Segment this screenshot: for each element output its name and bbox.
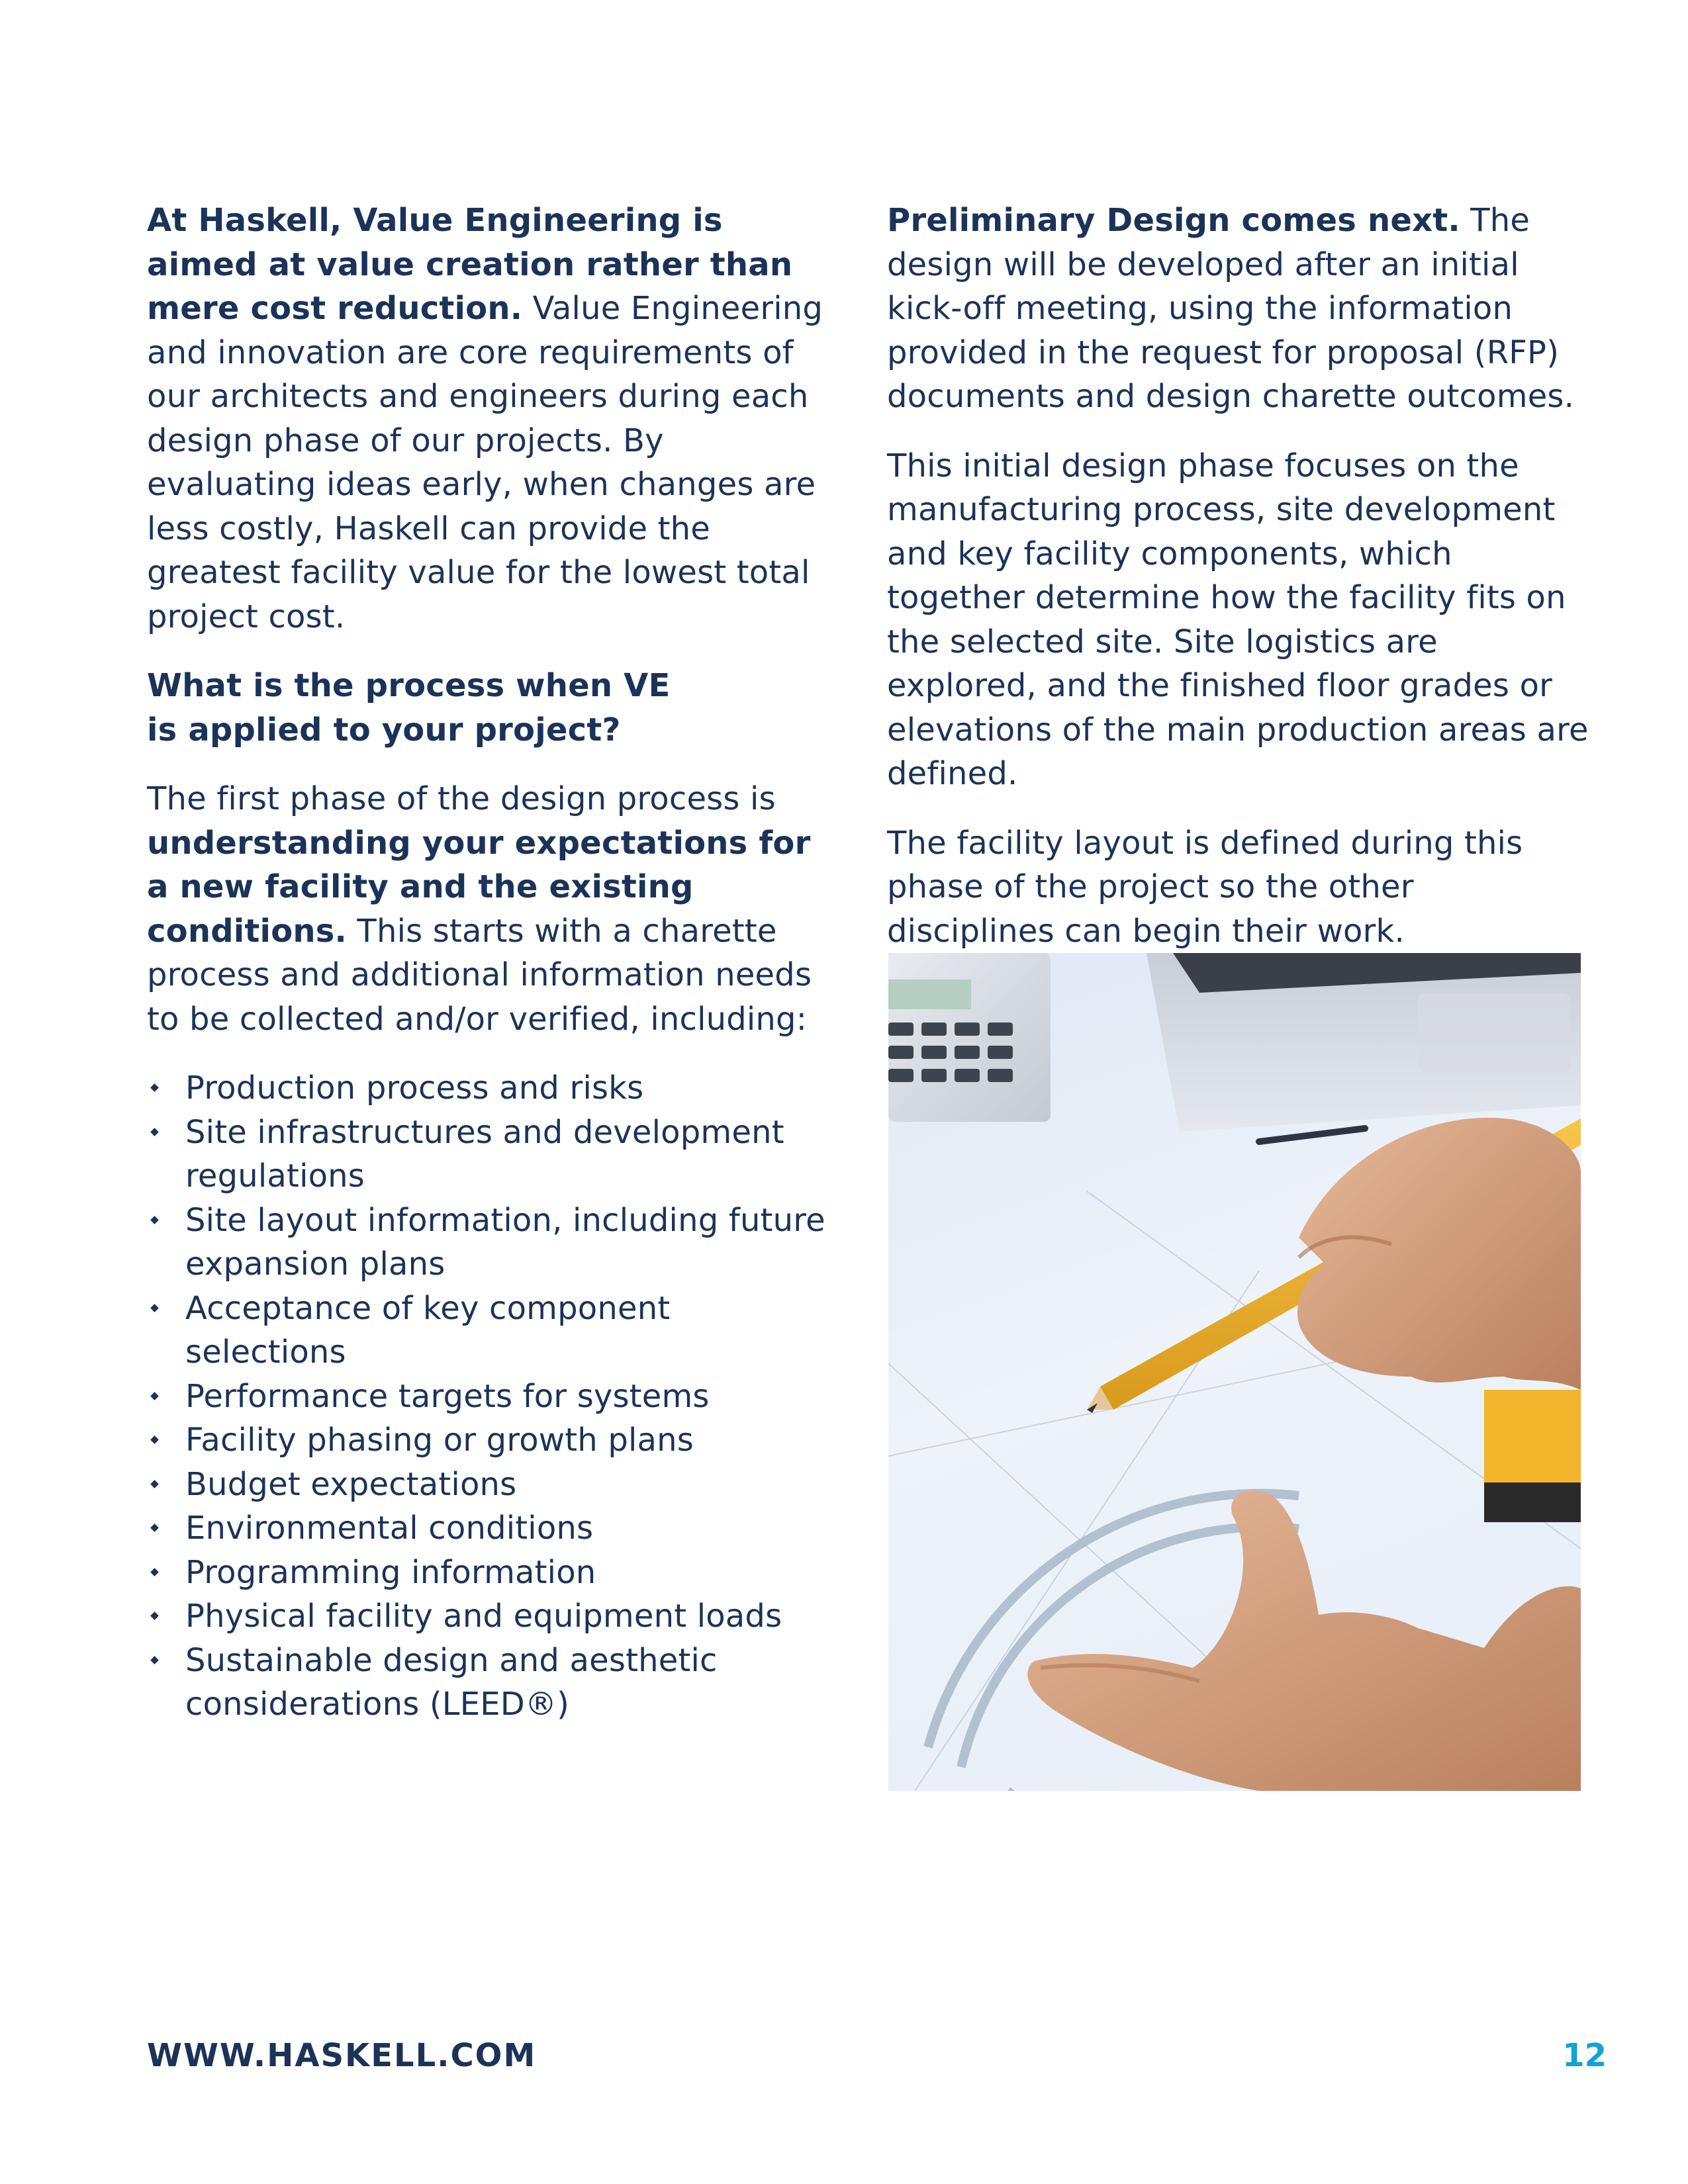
footer-website-url[interactable]: WWW.HASKELL.COM bbox=[147, 2037, 537, 2074]
list-item bbox=[147, 1418, 835, 1463]
intro-bold: At Haskell, Value Engineering is aimed at value creation rather than mere cost reduction. bbox=[147, 202, 793, 327]
list-item-text: Facility phasing or growth plans bbox=[185, 1422, 694, 1459]
list-item-text: Site infrastructures and development regulations bbox=[185, 1113, 784, 1195]
list-item-text: Physical facility and equipment loads bbox=[185, 1598, 782, 1635]
diamond-bullet-icon bbox=[151, 1128, 159, 1136]
list-item bbox=[147, 1463, 835, 1507]
diamond-bullet-icon bbox=[151, 1612, 159, 1620]
phase-bold: understanding your expectations for a new facility and the existing conditions. bbox=[147, 824, 811, 950]
diamond-bullet-icon bbox=[151, 1392, 159, 1400]
requirements-list bbox=[147, 1066, 835, 1727]
list-item bbox=[147, 1506, 835, 1551]
process-question-heading bbox=[147, 664, 835, 752]
drafting-hands-photo bbox=[888, 953, 1581, 1791]
facility-layout-paragraph: The facility layout is defined during this phase of the project so the other disciplines can begin their work. bbox=[887, 824, 1523, 950]
upper-hand-shape bbox=[1297, 1118, 1581, 1390]
list-item-text: Sustainable design and aesthetic considerations (LEED®) bbox=[185, 1641, 718, 1723]
list-item-text: Site layout information, including future expansion plans bbox=[185, 1201, 825, 1283]
preliminary-design-paragraph bbox=[887, 199, 1589, 419]
left-column bbox=[147, 199, 835, 1727]
lower-hand-shape bbox=[1027, 1490, 1581, 1791]
prelim-rest: The design will be developed after an initial kick-off meeting, using the information provided in the request for proposal (RFP) documents and design charette outcomes. bbox=[887, 202, 1575, 415]
calculator-shape bbox=[888, 953, 1051, 1122]
list-item-text: Budget expectations bbox=[185, 1465, 517, 1503]
diamond-bullet-icon bbox=[151, 1216, 159, 1224]
list-item-text: Acceptance of key component selections bbox=[185, 1289, 671, 1371]
page-number: 12 bbox=[1562, 2037, 1607, 2074]
list-item-text: Performance targets for systems bbox=[185, 1377, 710, 1415]
diamond-bullet-icon bbox=[151, 1304, 159, 1312]
diamond-bullet-icon bbox=[151, 1657, 159, 1664]
list-item bbox=[147, 1199, 835, 1287]
list-item-text: Environmental conditions bbox=[185, 1510, 594, 1547]
question-line-2: is applied to your project? bbox=[147, 711, 621, 749]
diamond-bullet-icon bbox=[151, 1480, 159, 1488]
diamond-bullet-icon bbox=[151, 1524, 159, 1532]
right-column bbox=[887, 199, 1589, 978]
intro-rest: Value Engineering and innovation are core requirements of our architects and engineers during each design phase of our projects. By evaluating ideas early, when changes are less costly, Haskell can provide the greatest facility value for the lowest total project cost. bbox=[147, 290, 823, 635]
list-item bbox=[147, 1594, 835, 1639]
intro-paragraph bbox=[147, 199, 835, 639]
diamond-bullet-icon bbox=[151, 1436, 159, 1444]
list-item-text: Programming information bbox=[185, 1553, 596, 1591]
design-phase-paragraph: This initial design phase focuses on the manufacturing process, site development and key facility components, which together determine how the facility fits on the selected site. Site logistics are explored, and the finished floor grades or elevations of the main production areas are defined. bbox=[887, 447, 1589, 792]
question-line-1: What is the process when VE bbox=[147, 667, 671, 704]
list-item bbox=[147, 1287, 835, 1375]
phase-post: This starts with a charette process and additional information needs to be collected and/or verified, including: bbox=[147, 912, 812, 1038]
list-item bbox=[147, 1111, 835, 1199]
prelim-bold: Preliminary Design comes next. bbox=[887, 202, 1460, 239]
list-item-text: Production process and risks bbox=[185, 1069, 644, 1107]
first-phase-paragraph bbox=[147, 777, 835, 1041]
list-item bbox=[147, 1066, 835, 1111]
diamond-bullet-icon bbox=[151, 1569, 159, 1576]
list-item bbox=[147, 1375, 835, 1419]
list-item bbox=[147, 1551, 835, 1595]
list-item bbox=[147, 1639, 835, 1727]
phase-pre: The first phase of the design process is bbox=[147, 780, 776, 817]
diamond-bullet-icon bbox=[151, 1084, 159, 1092]
photo-illustration bbox=[888, 953, 1581, 1791]
